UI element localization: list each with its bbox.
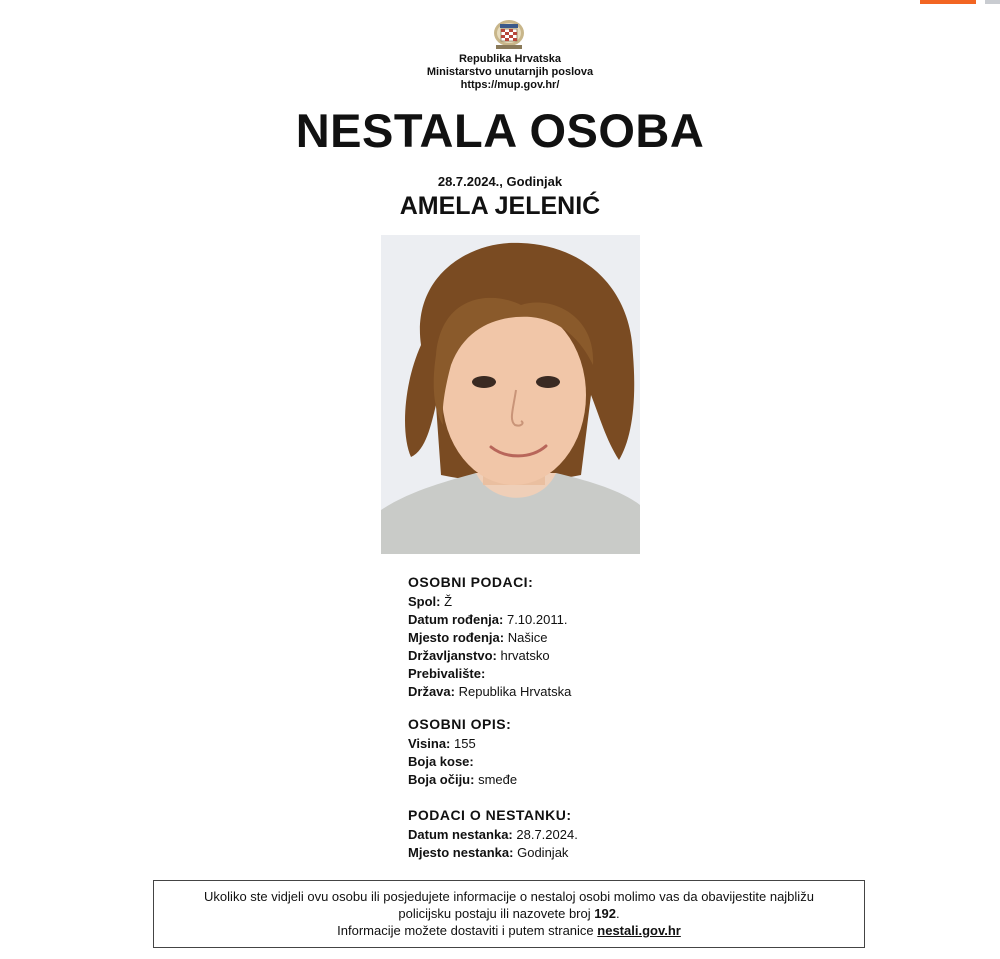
country-name: Republika Hrvatska <box>458 53 562 65</box>
field-birth-date: Datum rođenja: 7.10.2011. <box>408 612 568 627</box>
page-title: NESTALA OSOBA <box>295 104 705 157</box>
top-accent-bar <box>920 0 976 4</box>
personal-description-section <box>408 715 517 789</box>
notice-line-1: Ukoliko ste vidjeli ovu osobu ili posjedujete informacije o nestaloj osobi molimo vas da obavijestite najbližu <box>204 889 814 904</box>
section-heading: PODACI O NESTANKU: <box>408 807 572 823</box>
contact-notice-box <box>153 880 865 948</box>
disappearance-section <box>408 806 578 862</box>
field-hair-color: Boja kose: <box>408 754 474 769</box>
ministry-name: Ministarstvo unutarnjih poslova <box>426 66 594 78</box>
field-disappearance-place: Mjesto nestanka: Godinjak <box>408 845 569 860</box>
notice-line-2: policijsku postaju ili nazovete broj 192. <box>398 906 620 921</box>
field-sex: Spol: Ž <box>408 594 453 609</box>
field-height: Visina: 155 <box>408 736 476 751</box>
section-heading: OSOBNI OPIS: <box>408 716 512 732</box>
personal-data-section <box>408 573 571 701</box>
police-phone-number[interactable]: 192 <box>594 906 616 921</box>
date-place: 28.7.2024., Godinjak <box>437 174 563 189</box>
person-name: AMELA JELENIĆ <box>399 192 601 220</box>
section-heading: OSOBNI PODACI: <box>408 574 534 590</box>
field-disappearance-date: Datum nestanka: 28.7.2024. <box>408 827 578 842</box>
issuer-header <box>0 53 1000 92</box>
missing-person-photo <box>381 235 640 554</box>
nestali-website-link[interactable]: nestali.gov.hr <box>597 923 681 938</box>
field-birth-place: Mjesto rođenja: Našice <box>408 630 548 645</box>
field-eye-color: Boja očiju: smeđe <box>408 772 518 787</box>
ministry-website[interactable]: https://mup.gov.hr/ <box>460 79 560 91</box>
field-citizenship: Državljanstvo: hrvatsko <box>408 648 550 663</box>
top-gray-bar <box>985 0 1000 4</box>
croatian-coat-of-arms-icon <box>492 19 526 51</box>
field-residence: Prebivalište: <box>408 666 486 681</box>
field-country: Država: Republika Hrvatska <box>408 684 572 699</box>
notice-line-3: Informacije možete dostaviti i putem stranice nestali.gov.hr <box>337 923 681 938</box>
